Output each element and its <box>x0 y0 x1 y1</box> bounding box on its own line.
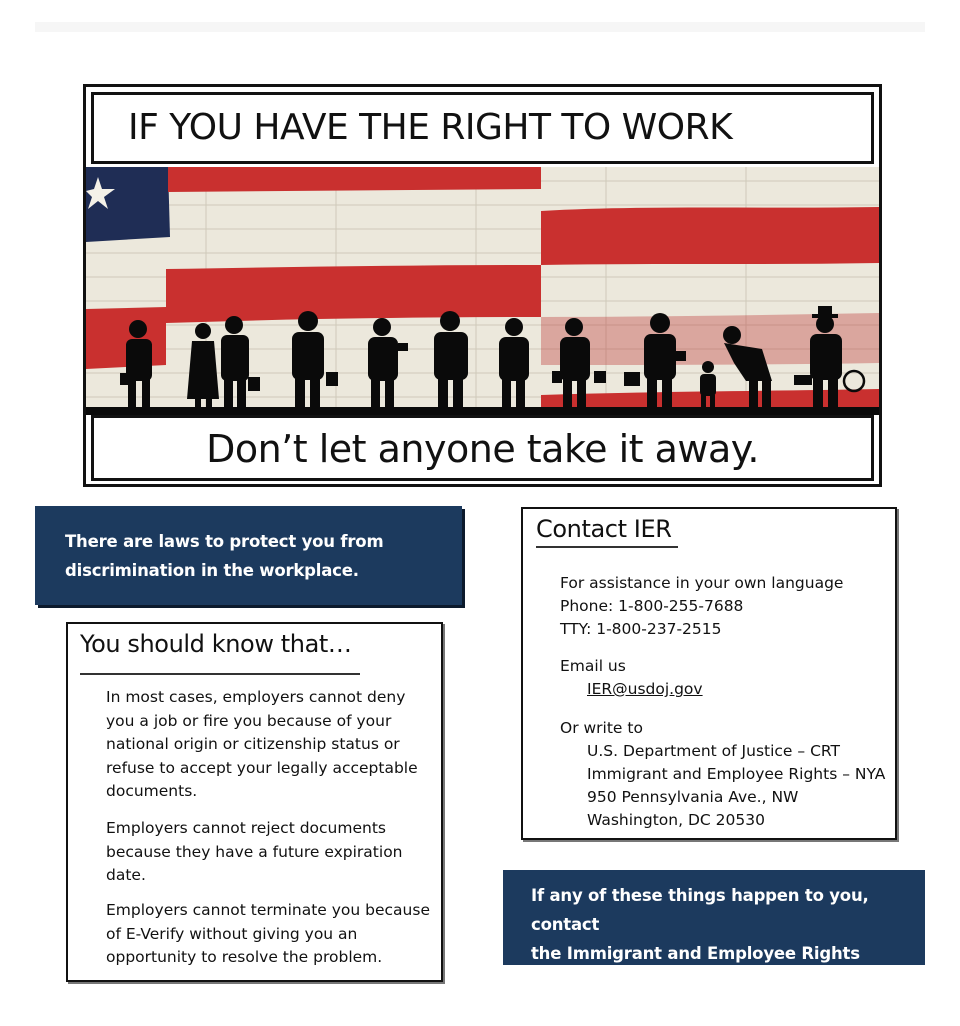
contact-ier-callout-text: If any of these things happen to you, contact the Immigrant and Employee Rights Section (IER). <box>531 886 869 1021</box>
laws-callout-text: There are laws to protect you from discrimination in the workplace. <box>65 532 384 580</box>
contact-ier-callout <box>503 870 925 1021</box>
email-label: Email us <box>560 657 626 675</box>
contact-box-title-rule <box>536 546 678 548</box>
poster <box>83 84 882 487</box>
know-paragraph: Employers cannot reject documents because they have a future expiration date. <box>106 819 403 884</box>
tagline-text: Don’t let anyone take it away. <box>206 427 759 471</box>
contact-phone-block: For assistance in your own language Phone: 1-800-255-7688 TTY: 1-800-237-2515 <box>560 574 844 638</box>
know-paragraph: In most cases, employers cannot deny you a job or fire you because of your national origin or citizenship status or refuse to accept your legally acceptable documents. <box>106 688 418 800</box>
know-paragraph: Employers cannot terminate you because of E-Verify without giving you an opportunity to resolve the problem. <box>106 901 430 966</box>
email-link[interactable]: IER@usdoj.gov <box>587 680 703 698</box>
laws-callout <box>35 506 462 605</box>
mailing-address: U.S. Department of Justice – CRT Immigrant and Employee Rights – NYA 950 Pennsylvania Ave., NW Washington, DC 20530 <box>587 742 886 829</box>
flag-silhouette-banner <box>86 167 879 415</box>
headline-text: IF YOU HAVE THE RIGHT TO WORK <box>128 107 733 148</box>
write-label: Or write to <box>560 719 643 737</box>
contact-box-title: Contact IER <box>536 515 672 543</box>
tagline-box <box>91 415 874 481</box>
contact-box <box>521 507 897 840</box>
headline-box <box>91 92 874 164</box>
know-box <box>66 622 443 982</box>
page-top-strip <box>35 22 925 32</box>
know-box-title: You should know that… <box>80 630 352 658</box>
know-box-title-rule <box>80 673 360 675</box>
